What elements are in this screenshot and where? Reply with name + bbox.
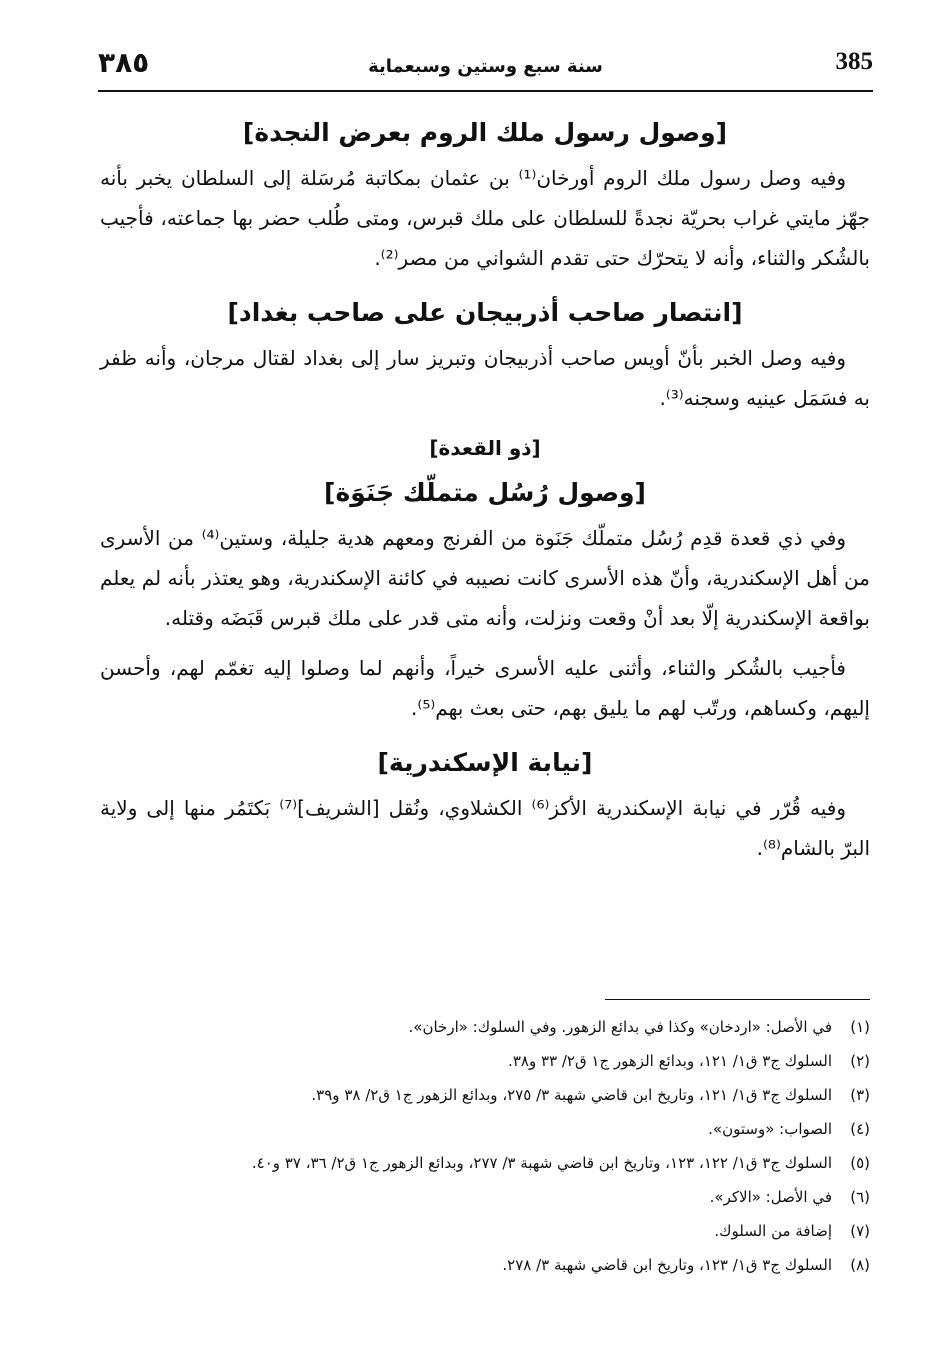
paragraph: وفيه وصل الخبر بأنّ أويس صاحب أذربيجان وتبريز سار إلى بغداد لقتال مرجان، وأنه ظفر به فسَمَل عينيه وسجنه⁽³⁾.	[100, 346, 870, 410]
section-heading: [وصول رسول ملك الروم بعرض النجدة]	[242, 118, 728, 147]
footnote-number: (٥)	[850, 1154, 870, 1172]
page-number-latin: 385	[835, 48, 873, 75]
footnote	[95, 1010, 870, 1044]
main-text	[100, 108, 870, 878]
footnote-number: (٧)	[850, 1222, 870, 1240]
paragraph: وفي ذي قعدة قدِم رُسُل متملّك جَنَوة من الفرنج ومعهم هدية جليلة، وستين⁽⁴⁾ من الأسرى من أهل الإسكندرية، وأنّ هذه الأسرى كانت نصيبه في كائنة الإسكندرية، وهو يعتذر بأنه لم يعلم بواقعة الإسكندرية إلّا بعد أنْ وقعت ونزلت، وأنه متى قدر على ملك قبرس قَبَضَه وقتله.	[100, 526, 870, 630]
paragraph: وفيه وصل رسول ملك الروم أورخان⁽¹⁾ بن عثمان بمكاتبة مُرسَلة إلى السلطان يخبر بأنه جهّز مايتي غراب بحريّة نجدةً للسلطان على ملك قبرس، ومتى طُلب حضر بها جماعته، فأجيب بالشُكر والثناء، وأنه لا يتحرّك حتى تقدم الشواني من مصر⁽²⁾.	[100, 166, 870, 270]
footnote	[95, 1078, 870, 1112]
footnotes	[95, 1010, 870, 1282]
footnote-text: السلوك ج٣ ق١/ ١٢٢، ١٢٣، وتاريخ ابن قاضي شهبة ٣/ ٢٧٧، وبدائع الزهور ج١ ق٢/ ٣٦، ٣٧ و٤٠.	[251, 1154, 832, 1172]
footnote-number: (١)	[850, 1018, 870, 1036]
footnote	[95, 1248, 870, 1282]
page-number-arabic: ٣٨٥	[98, 46, 150, 79]
footnote	[95, 1214, 870, 1248]
paragraph: وفيه قُرّر في نيابة الإسكندرية الأكز⁽⁶⁾ الكشلاوي، ونُقل [الشريف]⁽⁷⁾ بَكتَمُر منها إلى ولاية البرّ بالشام⁽⁸⁾.	[100, 796, 870, 860]
footnote-text: في الأصل: «الاكر».	[709, 1188, 832, 1206]
footnote-text: الصواب: «وستون».	[708, 1120, 832, 1138]
section-heading: [انتصار صاحب أذربيجان على صاحب بغداد]	[227, 298, 743, 327]
footnote-number: (٦)	[850, 1188, 870, 1206]
section-heading: [نيابة الإسكندرية]	[377, 748, 593, 777]
paragraph: فأجيب بالشُكر والثناء، وأثنى عليه الأسرى خيراً، وأنهم لما وصلوا إليه تغمّم لهم، وأحسن إليهم، وكساهم، ورتّب لهم ما يليق بهم، حتى بعث بهم⁽⁵⁾.	[100, 656, 870, 720]
footnote-text: إضافة من السلوك.	[714, 1222, 832, 1240]
running-title: سنة سبع وستين وسبعماية	[368, 56, 603, 77]
footnote-number: (٨)	[850, 1256, 870, 1274]
footnote-text: في الأصل: «اردخان» وكذا في بدائع الزهور. وفي السلوك: «ارخان».	[408, 1018, 832, 1036]
section-heading: [وصول رُسُل متملّك جَنَوَة]	[324, 478, 646, 507]
footnote-text: السلوك ج٣ ق١/ ١٢٣، وتاريخ ابن قاضي شهبة ٣/ ٢٧٨.	[502, 1256, 832, 1274]
footnote-number: (٢)	[850, 1052, 870, 1070]
footnote-separator	[605, 999, 870, 1000]
footnote-text: السلوك ج٣ ق١/ ١٢١، وتاريخ ابن قاضي شهبة ٣/ ٢٧٥، وبدائع الزهور ج١ ق٢/ ٣٨ و٣٩.	[311, 1086, 832, 1104]
footnote	[95, 1112, 870, 1146]
footnote-number: (٤)	[850, 1120, 870, 1138]
footnote-text: السلوك ج٣ ق١/ ١٢١، وبدائع الزهور ج١ ق٢/ ٣٣ و٣٨.	[508, 1052, 832, 1070]
footnote-number: (٣)	[850, 1086, 870, 1104]
page-header	[98, 46, 873, 92]
footnote	[95, 1180, 870, 1214]
month-heading: [ذو القعدة]	[429, 436, 541, 460]
footnote	[95, 1044, 870, 1078]
footnote	[95, 1146, 870, 1180]
